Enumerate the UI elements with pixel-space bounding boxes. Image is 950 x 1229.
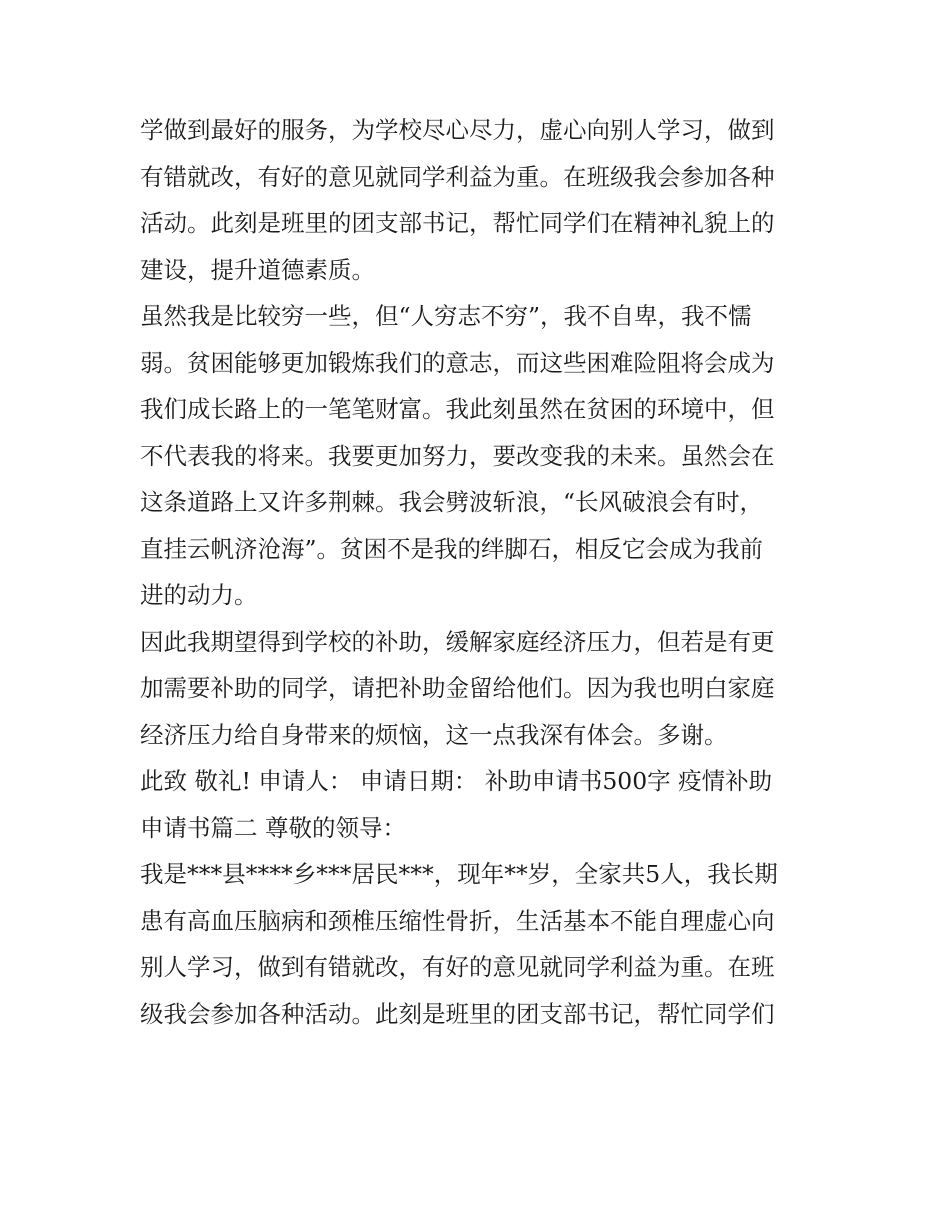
document-page [140,107,820,1037]
text-line-1: 学做到最好的服务，为学校尽心尽力，虚心向别人学习，做到 [140,116,775,144]
text-line-5: 虽然我是比较穷一些，但“人穷志不穷”，我不自卑，我不懦 [140,302,752,330]
text-line-17: 我是***县****乡***居民***，现年**岁，全家共5人，我长期 [140,860,778,888]
text-line-15: 此致 敬礼! 申请人： 申请日期： 补助申请书500字 疫情补助 [140,767,773,795]
text-line-6: 弱。贫困能够更加锻炼我们的意志，而这些困难险阻将会成为 [140,348,775,377]
text-line-3: 活动。此刻是班里的团支部书记，帮忙同学们在精神礼貌上的 [140,209,775,237]
text-line-16: 申请书篇二 尊敬的领导： [140,813,406,842]
text-line-12: 因此我期望得到学校的补助，缓解家庭经济压力，但若是有更 [140,627,775,656]
text-line-10: 直挂云帆济沧海”。贫困不是我的绊脚石，相反它会成为我前 [140,534,764,563]
text-line-9: 这条道路上又许多荆棘。我会劈波斩浪，“长风破浪会有时， [140,488,764,516]
text-line-20: 级我会参加各种活动。此刻是班里的团支部书记，帮忙同学们 [140,999,775,1028]
text-line-7: 我们成长路上的一笔笔财富。我此刻虽然在贫困的环境中，但 [140,395,775,423]
text-line-18: 患有高血压脑病和颈椎压缩性骨折，生活基本不能自理虚心向 [140,906,775,935]
text-line-8: 不代表我的将来。我要更加努力，要改变我的未来。虽然会在 [140,441,775,470]
text-line-19: 别人学习，做到有错就改，有好的意见就同学利益为重。在班 [140,953,775,981]
text-line-11: 进的动力。 [140,581,258,609]
text-line-2: 有错就改，有好的意见就同学利益为重。在班级我会参加各种 [140,162,775,191]
text-line-4: 建设，提升道德素质。 [140,255,375,284]
text-line-13: 加需要补助的同学，请把补助金留给他们。因为我也明白家庭 [140,674,775,702]
text-line-14: 经济压力给自身带来的烦恼，这一点我深有体会。多谢。 [140,720,728,749]
